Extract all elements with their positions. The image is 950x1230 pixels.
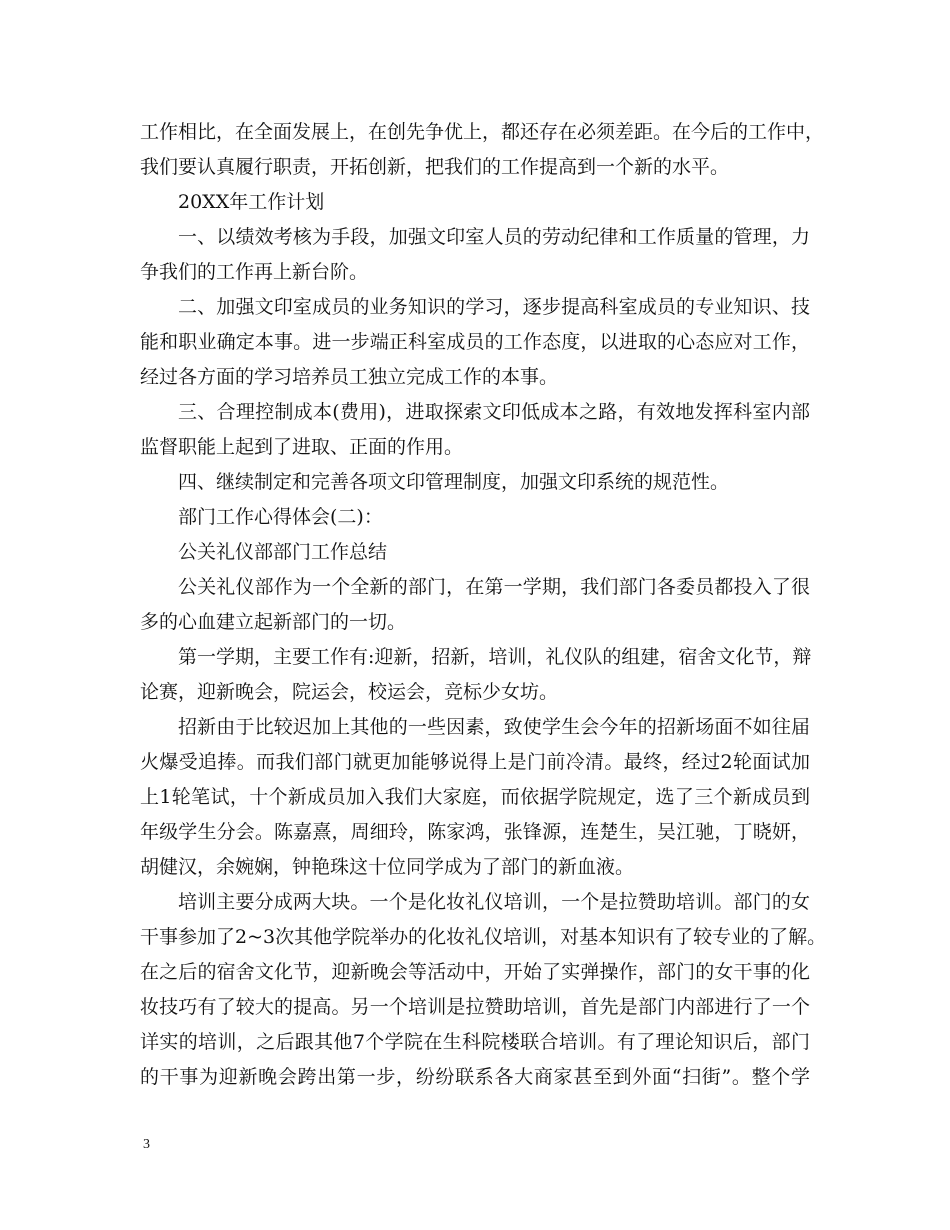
text-line: 招新由于比较迟加上其他的一些因素，致使学生会今年的招新场面不如往届: [178, 716, 810, 738]
text-line: 监督职能上起到了进取、正面的作用。: [140, 436, 464, 458]
text-line: 二、加强文印室成员的业务知识的学习，逐步提高科室成员的专业知识、技: [178, 296, 810, 318]
text-line: 的干事为迎新晚会跨出第一步，纷纷联系各大商家甚至到外面“扫街”。整个学: [140, 1066, 810, 1088]
text-line: 胡健汉，余婉娴，钟艳珠这十位同学成为了部门的新血液。: [140, 856, 635, 878]
text-line: 多的心血建立起新部门的一切。: [140, 611, 407, 633]
text-line: 一、以绩效考核为手段，加强文印室人员的劳动纪律和工作质量的管理，力: [178, 226, 810, 248]
text-line: 在之后的宿舍文化节，迎新晚会等活动中，开始了实弹操作，部门的女干事的化: [140, 961, 810, 983]
text-line: 部门工作心得体会(二)：: [178, 506, 383, 528]
text-line: 经过各方面的学习培养员工独立完成工作的本事。: [140, 366, 559, 388]
text-line: 第一学期，主要工作有:迎新，招新，培训，礼仪队的组建，宿舍文化节，辩: [178, 646, 812, 668]
text-line: 详实的培训，之后跟其他7个学院在生科院楼联合培训。有了理论知识后，部门: [140, 1031, 810, 1053]
text-line: 上1轮笔试，十个新成员加入我们大家庭，而依据学院规定，选了三个新成员到: [140, 786, 810, 808]
document-body: [140, 115, 827, 1095]
text-line: 我们要认真履行职责，开拓创新，把我们的工作提高到一个新的水平。: [140, 156, 730, 178]
text-line: 干事参加了2~3次其他学院举办的化妆礼仪培训，对基本知识有了较专业的了解。: [140, 926, 827, 948]
text-line: 工作相比，在全面发展上，在创先争优上，都还存在必须差距。在今后的工作中，: [140, 121, 825, 143]
text-line: 四、继续制定和完善各项文印管理制度，加强文印系统的规范性。: [178, 471, 730, 493]
text-line: 20XX年工作计划: [178, 191, 325, 213]
text-line: 争我们的工作再上新台阶。: [140, 261, 369, 283]
text-line: 妆技巧有了较大的提高。另一个培训是拉赞助培训，首先是部门内部进行了一个: [140, 996, 810, 1018]
text-line: 培训主要分成两大块。一个是化妆礼仪培训，一个是拉赞助培训。部门的女: [178, 891, 810, 913]
text-line: 公关礼仪部作为一个全新的部门，在第一学期，我们部门各委员都投入了很: [178, 576, 810, 598]
text-line: 公关礼仪部部门工作总结: [178, 541, 388, 563]
text-line: 年级学生分会。陈嘉熹，周细玲，陈家鸿，张锋源，连楚生，吴江驰，丁晓妍，: [140, 821, 810, 843]
text-line: 论赛，迎新晚会，院运会，校运会，竞标少女坊。: [140, 681, 559, 703]
text-line: 火爆受追捧。而我们部门就更加能够说得上是门前冷清。最终，经过2轮面试加: [140, 751, 810, 773]
page-number: 3: [143, 1137, 150, 1152]
text-line: 能和职业确定本事。进一步端正科室成员的工作态度，以进取的心态应对工作，: [140, 331, 810, 353]
text-line: 三、合理控制成本(费用)，进取探索文印低成本之路，有效地发挥科室内部: [178, 401, 810, 423]
